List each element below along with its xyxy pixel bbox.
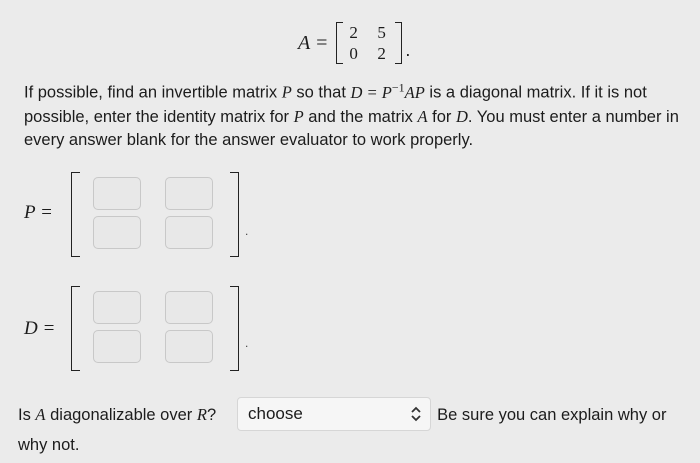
matrix-a-display <box>298 22 410 64</box>
d-entry-22[interactable] <box>165 330 213 363</box>
matrix-a-cell: 2 <box>349 23 358 42</box>
p-matrix-label: P = <box>24 202 53 223</box>
explain-text: Be sure you can explain why or why not. <box>18 406 667 454</box>
d-entry-11[interactable] <box>93 291 141 324</box>
var-a: A <box>35 405 46 424</box>
equation: $D = P^{-1}AP$ <box>350 80 425 102</box>
p-entry-12[interactable] <box>165 177 213 210</box>
matrix-a-label: A = <box>298 31 329 54</box>
d-entry-12[interactable] <box>165 291 213 324</box>
p-entry-11[interactable] <box>93 177 141 210</box>
p-matrix <box>71 172 239 257</box>
d-matrix-period: . <box>245 336 249 350</box>
var-p: P <box>293 106 304 126</box>
matrix-a-period: . <box>405 39 411 60</box>
diagonalizable-select[interactable] <box>237 397 431 431</box>
var-p: P <box>281 82 292 102</box>
select-value: choose <box>248 404 303 423</box>
matrix-a-cell: 5 <box>377 23 386 42</box>
var-a: A <box>417 106 428 126</box>
p-entry-22[interactable] <box>165 216 213 249</box>
diagonalizable-question: Is A diagonalizable over R? Be sure you can explain why or why not. <box>18 405 667 454</box>
p-matrix-period: . <box>245 224 249 238</box>
matrix-a-cell: 0 <box>349 44 358 63</box>
matrix-a-cell: 2 <box>377 44 386 63</box>
select-updown-chevron-icon <box>410 406 422 427</box>
d-matrix <box>71 286 239 371</box>
d-entry-21[interactable] <box>93 330 141 363</box>
p-entry-21[interactable] <box>93 216 141 249</box>
var-r: R <box>196 405 207 424</box>
var-d: D <box>455 106 468 126</box>
d-matrix-label: D = <box>24 318 56 339</box>
matrix-a <box>336 22 402 64</box>
question-text: If possible, find an invertible matrix P so that $D = P^{-1}AP$ is a diagonal matrix. If it is not possible, enter the identity matrix for P and the matrix A for D. You must enter a number in every answer blank for the answer evaluator to work properly. <box>24 80 679 149</box>
